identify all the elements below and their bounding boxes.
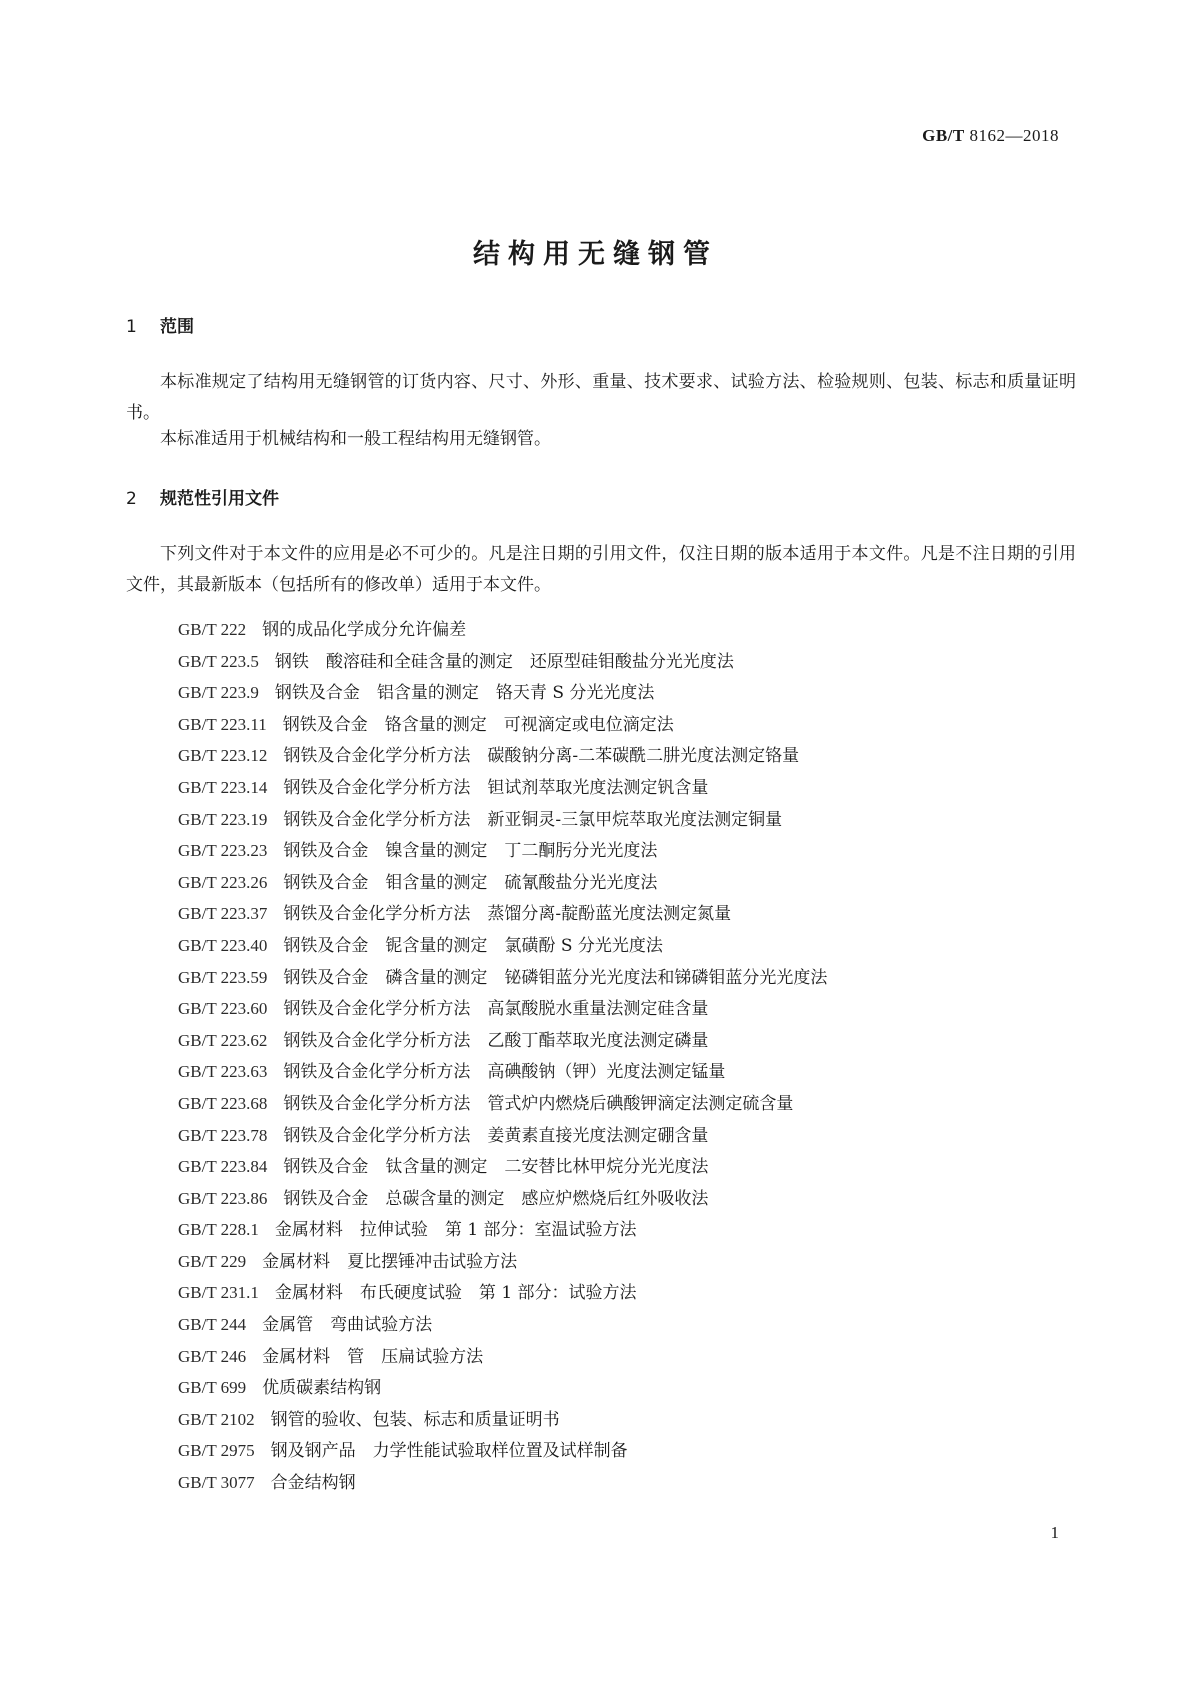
reference-item	[126, 835, 1076, 867]
reference-item	[126, 1309, 1076, 1341]
reference-title: 钢铁及合金化学分析方法 高碘酸钠（钾）光度法测定锰量	[283, 1062, 726, 1083]
reference-code: GB/T 3077	[178, 1473, 255, 1493]
reference-code: GB/T 223.11	[178, 714, 267, 734]
reference-item	[126, 962, 1076, 994]
reference-item	[126, 1120, 1076, 1152]
reference-title: 钢铁及合金 镍含量的测定 丁二酮肟分光光度法	[283, 841, 658, 862]
reference-item	[126, 804, 1076, 836]
reference-title: 钢铁及合金 总碳含量的测定 感应炉燃烧后红外吸收法	[283, 1188, 709, 1209]
reference-title: 钢铁及合金化学分析方法 乙酸丁酯萃取光度法测定磷量	[283, 1030, 709, 1051]
reference-title: 钢铁及合金化学分析方法 碳酸钠分离-二苯碳酰二肼光度法测定铬量	[283, 746, 800, 767]
reference-item	[126, 1435, 1076, 1467]
reference-title: 钢铁及合金 磷含量的测定 铋磷钼蓝分光光度法和锑磷钼蓝分光光度法	[283, 967, 828, 988]
reference-item	[126, 930, 1076, 962]
section-1-heading	[126, 312, 194, 337]
reference-item	[126, 1214, 1076, 1246]
reference-title: 钢管的验收、包装、标志和质量证明书	[270, 1409, 560, 1430]
reference-item	[126, 993, 1076, 1025]
reference-title: 钢铁及合金化学分析方法 钽试剂萃取光度法测定钒含量	[283, 777, 709, 798]
reference-code: GB/T 223.78	[178, 1125, 268, 1145]
reference-title: 钢铁及合金化学分析方法 新亚铜灵-三氯甲烷萃取光度法测定铜量	[283, 809, 783, 830]
reference-title: 优质碳素结构钢	[262, 1378, 382, 1399]
section-number: 2	[126, 489, 137, 509]
reference-title: 钢铁及合金化学分析方法 姜黄素直接光度法测定硼含量	[283, 1125, 709, 1146]
section-title: 范围	[160, 317, 194, 337]
reference-code: GB/T 223.23	[178, 841, 268, 861]
reference-title: 钢铁及合金化学分析方法 蒸馏分离-靛酚蓝光度法测定氮量	[283, 904, 732, 925]
reference-code: GB/T 699	[178, 1378, 247, 1398]
reference-item	[126, 1183, 1076, 1215]
reference-code: GB/T 223.19	[178, 809, 268, 829]
reference-title: 钢铁及合金 钛含量的测定 二安替比林甲烷分光光度法	[283, 1157, 709, 1178]
reference-title: 钢铁及合金化学分析方法 管式炉内燃烧后碘酸钾滴定法测定硫含量	[283, 1093, 794, 1114]
reference-item	[126, 1246, 1076, 1278]
reference-item	[126, 772, 1076, 804]
reference-code: GB/T 223.37	[178, 904, 268, 924]
reference-code: GB/T 223.86	[178, 1188, 268, 1208]
reference-item	[126, 1277, 1076, 1309]
reference-item	[126, 740, 1076, 772]
section-number: 1	[126, 317, 137, 337]
reference-code: GB/T 223.63	[178, 1062, 268, 1082]
reference-code: GB/T 223.5	[178, 651, 259, 671]
reference-item	[126, 867, 1076, 899]
reference-code: GB/T 229	[178, 1251, 247, 1271]
reference-item	[126, 1404, 1076, 1436]
reference-code: GB/T 223.59	[178, 967, 268, 987]
reference-code: GB/T 222	[178, 620, 247, 639]
reference-item	[126, 614, 1076, 646]
reference-item	[126, 898, 1076, 930]
reference-item	[126, 1341, 1076, 1373]
reference-code: GB/T 223.40	[178, 935, 268, 955]
reference-title: 金属管 弯曲试验方法	[262, 1315, 433, 1336]
standard-code-prefix: GB/T	[922, 126, 965, 145]
section-2-heading	[126, 484, 279, 509]
reference-code: GB/T 244	[178, 1315, 247, 1335]
reference-title: 钢的成品化学成分允许偏差	[262, 620, 467, 640]
reference-code: GB/T 2102	[178, 1409, 255, 1429]
reference-code: GB/T 223.84	[178, 1157, 268, 1177]
applicability-paragraph: 本标准适用于机械结构和一般工程结构用无缝钢管。	[160, 429, 551, 449]
reference-title: 金属材料 拉伸试验 第 1 部分：室温试验方法	[274, 1220, 637, 1241]
reference-code: GB/T 223.68	[178, 1093, 268, 1113]
reference-code: GB/T 223.60	[178, 999, 268, 1019]
standard-code-number: 8162—2018	[964, 126, 1059, 145]
reference-code: GB/T 2975	[178, 1441, 255, 1461]
reference-title: 钢铁及合金 钼含量的测定 硫氰酸盐分光光度法	[283, 872, 658, 893]
reference-code: GB/T 223.26	[178, 872, 268, 892]
reference-item	[126, 1025, 1076, 1057]
reference-title: 钢铁及合金 铬含量的测定 可视滴定或电位滴定法	[282, 714, 674, 735]
reference-title: 钢铁及合金 铌含量的测定 氯磺酚 S 分光光度法	[283, 935, 663, 956]
reference-list	[126, 614, 1076, 1499]
reference-code: GB/T 223.12	[178, 746, 268, 766]
reference-item	[126, 1467, 1076, 1499]
page-number: 1	[1050, 1523, 1059, 1542]
reference-title: 钢及钢产品 力学性能试验取样位置及试样制备	[270, 1441, 628, 1462]
reference-title: 金属材料 夏比摆锤冲击试验方法	[262, 1251, 518, 1272]
reference-item	[126, 677, 1076, 709]
reference-code: GB/T 223.62	[178, 1030, 268, 1050]
document-title: 结构用无缝钢管	[473, 239, 718, 270]
reference-item	[126, 1372, 1076, 1404]
reference-code: GB/T 246	[178, 1346, 247, 1366]
standard-code-header	[922, 126, 1059, 146]
reference-title: 钢铁及合金 铝含量的测定 铬天青 S 分光光度法	[274, 683, 655, 704]
reference-item	[126, 1088, 1076, 1120]
reference-code: GB/T 231.1	[178, 1283, 259, 1303]
reference-item	[126, 1056, 1076, 1088]
scope-paragraph: 本标准规定了结构用无缝钢管的订货内容、尺寸、外形、重量、技术要求、试验方法、检验规则、包装、标志和质量证明书。	[126, 372, 1076, 423]
reference-title: 钢铁及合金化学分析方法 高氯酸脱水重量法测定硅含量	[283, 999, 709, 1020]
reference-item	[126, 646, 1076, 678]
reference-item	[126, 709, 1076, 741]
reference-title: 钢铁 酸溶硅和全硅含量的测定 还原型硅钼酸盐分光光度法	[274, 651, 734, 672]
reference-title: 金属材料 布氏硬度试验 第 1 部分：试验方法	[274, 1283, 637, 1304]
reference-code: GB/T 223.14	[178, 777, 268, 797]
reference-item	[126, 1151, 1076, 1183]
section-title: 规范性引用文件	[160, 489, 279, 509]
reference-title: 合金结构钢	[270, 1473, 356, 1494]
reference-code: GB/T 223.9	[178, 683, 259, 703]
normative-references-intro: 下列文件对于本文件的应用是必不可少的。凡是注日期的引用文件，仅注日期的版本适用于本文件。凡是不注日期的引用文件，其最新版本（包括所有的修改单）适用于本文件。	[126, 544, 1076, 595]
reference-title: 金属材料 管 压扁试验方法	[262, 1346, 484, 1367]
reference-code: GB/T 228.1	[178, 1220, 259, 1240]
